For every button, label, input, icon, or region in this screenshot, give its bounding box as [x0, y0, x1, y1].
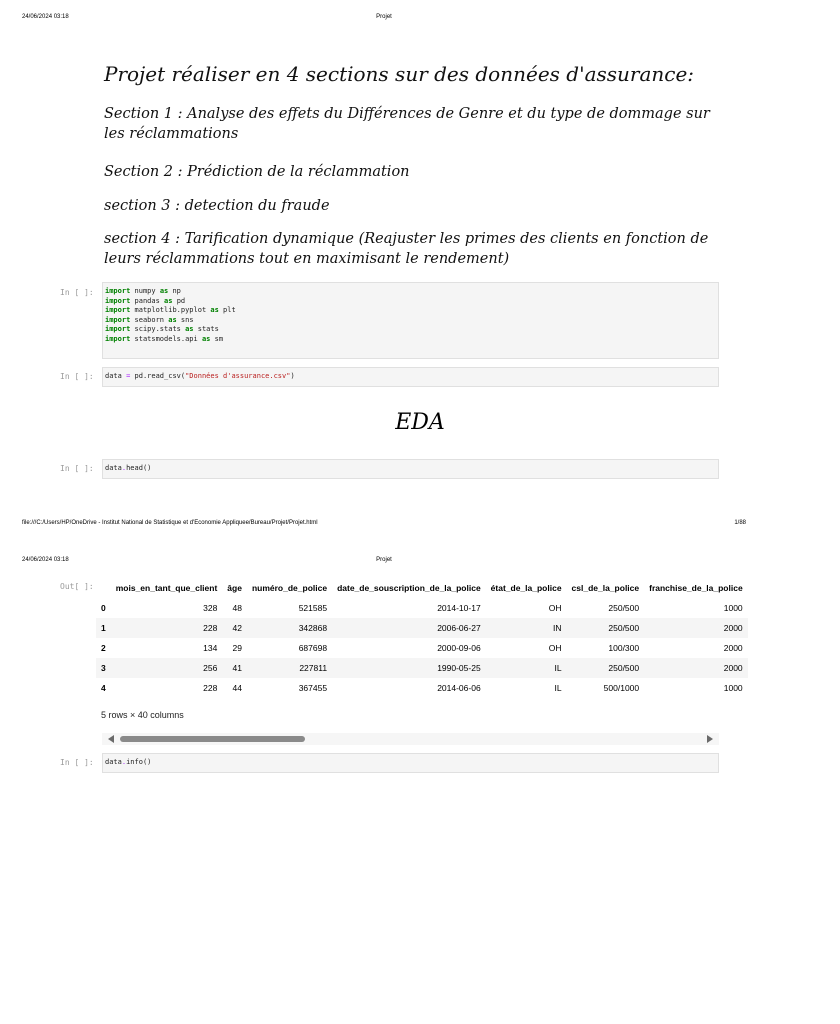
table-cell: 2000 [644, 658, 748, 678]
column-header: date_de_souscription_de_la_police [337, 583, 481, 593]
code-token: info [126, 758, 143, 766]
column-header: état_de_la_police [490, 583, 562, 593]
column-header [96, 578, 111, 598]
table-cell: 2000 [723, 643, 743, 653]
code-keyword: as [164, 296, 173, 305]
markdown-heading: Projet réaliser en 4 sections sur des données d'assurance: [104, 62, 695, 86]
table-cell: 367455 [298, 683, 328, 693]
table-row [96, 658, 748, 678]
code-token: head [126, 464, 143, 472]
code-cell-read-csv[interactable] [102, 367, 719, 387]
table-cell: OH [548, 643, 562, 653]
code-token: . [121, 464, 127, 472]
table-cell: 521585 [298, 603, 328, 613]
table-cell: 250/500 [567, 658, 645, 678]
table-cell: 41 [222, 658, 247, 678]
table-cell: 48 [232, 603, 242, 613]
table-cell: 228 [203, 683, 218, 693]
table-cell: 500/1000 [603, 683, 640, 693]
table-cell: 687698 [298, 643, 328, 653]
scrollbar-thumb[interactable] [120, 736, 305, 742]
code-token: sns [180, 315, 194, 324]
code-cell-imports[interactable] [102, 282, 719, 359]
table-cell: 134 [203, 643, 218, 653]
row-index: 1 [96, 618, 111, 638]
table-cell: 328 [203, 603, 218, 613]
code-token: data [105, 372, 127, 380]
code-keyword: import [105, 325, 131, 333]
code-keyword: as [210, 306, 219, 314]
cell-prompt: In [ ]: [60, 372, 94, 381]
column-header: mois_en_tant_que_client [115, 583, 218, 593]
code-string: "Données d'assurance.csv" [185, 372, 291, 380]
markdown-section-3: section 3 : detection du fraude [104, 198, 330, 214]
row-index: 3 [96, 658, 111, 678]
code-line [105, 316, 718, 326]
dataframe-shape: 5 rows × 40 columns [101, 710, 184, 720]
table-cell: 256 [111, 658, 223, 678]
code-line [105, 287, 718, 297]
table-cell: 1000 [723, 603, 743, 613]
table-cell: 2000-09-06 [437, 643, 481, 653]
code-token: data [105, 758, 122, 766]
table-cell: 100/300 [608, 643, 640, 653]
code-token: . [121, 758, 127, 766]
table-row [96, 638, 748, 658]
code-token: numpy [134, 287, 156, 295]
code-token: statsmodels.api [134, 334, 198, 343]
table-cell: 29 [232, 643, 242, 653]
page-header [0, 557, 768, 571]
table-cell: 1990-05-25 [332, 658, 486, 678]
column-header: numéro_de_police [251, 583, 328, 593]
code-token: data [105, 464, 122, 472]
code-line [105, 297, 718, 307]
code-keyword: as [201, 334, 211, 343]
scroll-right-icon[interactable] [707, 735, 713, 743]
code-cell-info[interactable] [102, 753, 719, 773]
code-keyword: import [105, 315, 131, 324]
table-row [96, 598, 748, 618]
code-keyword: as [168, 315, 177, 324]
code-token: stats [197, 325, 219, 333]
print-datetime: 24/06/2024 03:18 [22, 557, 69, 563]
row-index: 2 [101, 643, 106, 653]
code-line [105, 335, 718, 345]
table-cell: 250/500 [608, 603, 640, 613]
code-token: scipy.stats [134, 325, 181, 333]
dataframe-table [96, 578, 748, 698]
row-index: 0 [101, 603, 106, 613]
code-token: ) [290, 372, 295, 380]
table-cell: 2014-10-17 [437, 603, 481, 613]
code-line [105, 325, 718, 335]
code-token: = [126, 372, 131, 380]
page-number: 1/88 [734, 520, 746, 526]
table-cell: 44 [232, 683, 242, 693]
table-cell: IL [486, 658, 567, 678]
code-token: sm [214, 334, 224, 343]
cell-prompt: In [ ]: [60, 758, 94, 767]
code-keyword: as [159, 287, 169, 295]
print-title: Projet [376, 14, 392, 20]
code-line [105, 306, 718, 316]
table-row [96, 618, 748, 638]
table-cell: 227811 [247, 658, 332, 678]
table-cell: 342868 [247, 618, 332, 638]
code-token: np [172, 287, 181, 295]
table-cell: IL [554, 683, 562, 693]
table-cell: 228 [111, 618, 223, 638]
dataframe-output [96, 578, 743, 700]
code-keyword: import [105, 287, 131, 295]
row-index: 4 [101, 683, 106, 693]
code-keyword: import [105, 306, 131, 314]
table-cell: 1000 [723, 683, 743, 693]
code-token: () [142, 464, 152, 472]
code-token: pandas [134, 296, 160, 305]
table-cell: 250/500 [567, 618, 645, 638]
column-header: csl_de_la_police [571, 583, 640, 593]
scroll-left-icon[interactable] [108, 735, 114, 743]
markdown-section-4: section 4 : Tarification dynamique (Reajuster les primes des clients en fonction de leurs réclammations tout en maximisant le rendement) [104, 231, 709, 267]
code-token: pd.read_csv( [130, 372, 186, 380]
table-cell: 42 [222, 618, 247, 638]
cell-prompt-out: Out[ ]: [60, 582, 94, 591]
table-cell: 2000 [644, 618, 748, 638]
table-cell: OH [548, 603, 562, 613]
page-header [0, 14, 768, 28]
column-header: franchise_de_la_police [649, 583, 743, 593]
code-cell-head[interactable] [102, 459, 719, 479]
code-keyword: as [185, 325, 194, 333]
code-token: seaborn [134, 315, 165, 324]
table-body [96, 598, 748, 698]
print-title: Projet [376, 557, 392, 563]
table-header-row [96, 578, 748, 598]
table-cell: 2006-06-27 [332, 618, 486, 638]
table-cell: 2014-06-06 [437, 683, 481, 693]
markdown-section-1: Section 1 : Analyse des effets du Différences de Genre et du type de dommage sur les réclammations [104, 106, 710, 142]
cell-prompt: In [ ]: [60, 288, 94, 297]
markdown-section-2: Section 2 : Prédiction de la réclammation [104, 164, 410, 180]
import-lines [105, 287, 718, 344]
markdown-eda-heading: EDA [395, 410, 445, 435]
code-keyword: import [105, 334, 131, 343]
code-token: pd [176, 296, 186, 305]
code-token: () [142, 758, 152, 766]
print-url: file:///C:/Users/HP/OneDrive - Institut National de Statistique et d'Economie Appliquee/Bureau/Projet/Projet.html [22, 520, 318, 526]
code-token: plt [223, 306, 236, 314]
cell-prompt: In [ ]: [60, 464, 94, 473]
table-row [96, 678, 748, 698]
print-datetime: 24/06/2024 03:18 [22, 14, 69, 20]
horizontal-scrollbar[interactable] [102, 733, 719, 745]
table-cell: IN [486, 618, 567, 638]
column-header: âge [227, 583, 242, 593]
code-token: matplotlib.pyplot [134, 306, 207, 314]
code-keyword: import [105, 296, 131, 305]
